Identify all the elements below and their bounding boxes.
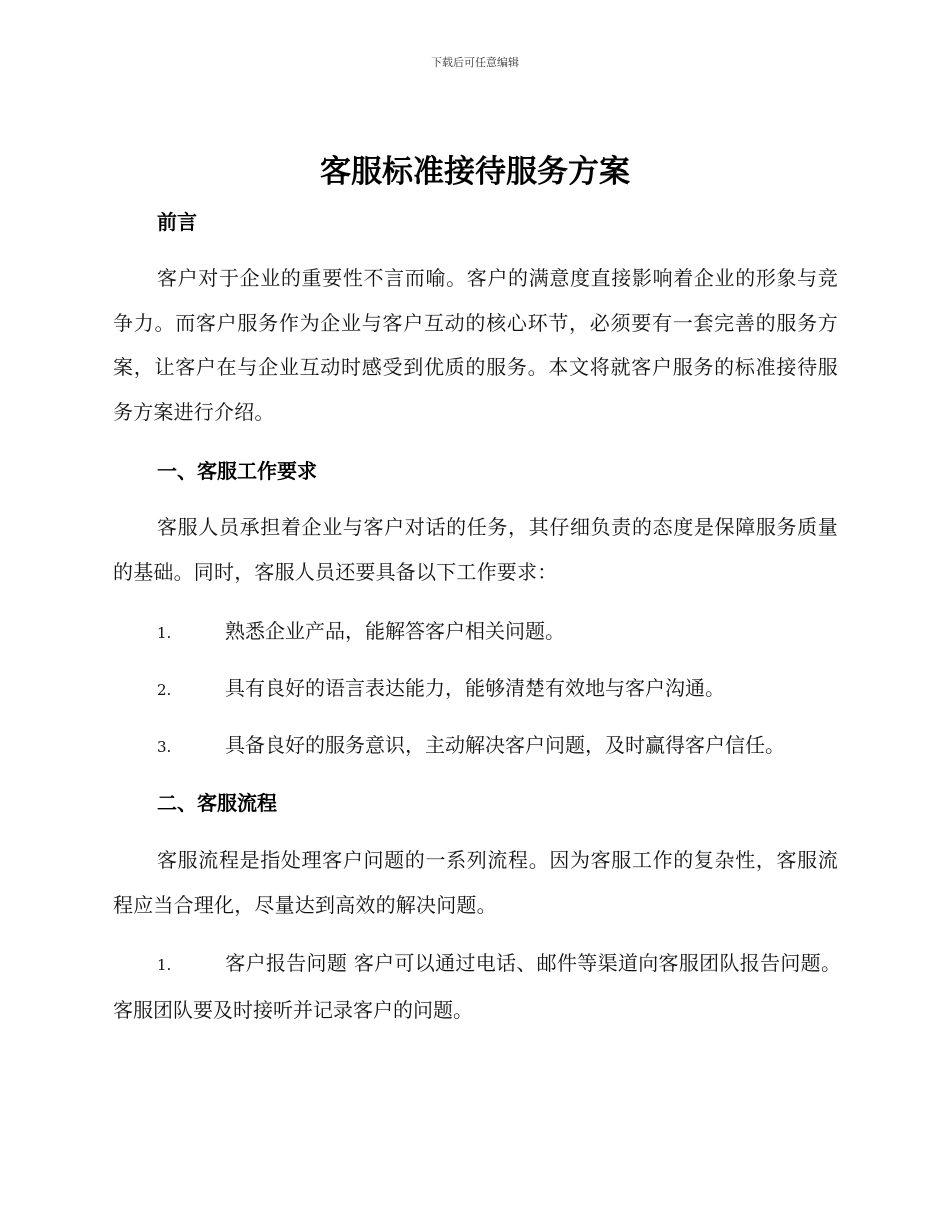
list-item (157, 617, 847, 647)
list-item-number: 1. (157, 624, 172, 642)
section2-paragraph: 客服流程是指处理客户问题的一系列流程。因为客服工作的复杂性，客服流程应当合理化，尽量达到高效的解决问题。 (113, 848, 838, 917)
list-item-number: 1. (157, 956, 172, 974)
preface-paragraph: 客户对于企业的重要性不言而喻。客户的满意度直接影响着企业的形象与竞争力。而客户服务作为企业与客户互动的核心环节，必须要有一套完善的服务方案，让客户在与企业互动时感受到优质的服务。本文将就客户服务的标准接待服务方案进行介绍。 (113, 266, 838, 424)
list-item-text: 具备良好的服务意识，主动解决客户问题，及时赢得客户信任。 (225, 733, 785, 757)
document-title: 客服标准接待服务方案 (320, 154, 630, 190)
section1-paragraph: 客服人员承担着企业与客户对话的任务，其仔细负责的态度是保障服务质量的基础。同时，客服人员还要具备以下工作要求： (113, 515, 838, 584)
list-item-text: 客户报告问题 客户可以通过电话、邮件等渠道向客服团队报告问题。客服团队要及时接听并记录客户的问题。 (113, 951, 841, 1022)
list-item-text: 熟悉企业产品，能解答客户相关问题。 (225, 619, 565, 643)
list-item-text: 具有良好的语言表达能力，能够清楚有效地与客户沟通。 (225, 676, 725, 700)
preface-heading: 前言 (157, 210, 197, 234)
section1-heading: 一、客服工作要求 (157, 459, 317, 483)
section2-heading: 二、客服流程 (157, 791, 277, 815)
list-item (157, 731, 847, 761)
list-item-number: 3. (157, 738, 172, 756)
section2-list-item (113, 941, 841, 1032)
list-item-number: 2. (157, 681, 172, 699)
page-header-note: 下载后可任意编辑 (431, 56, 519, 69)
list-item (157, 674, 847, 704)
